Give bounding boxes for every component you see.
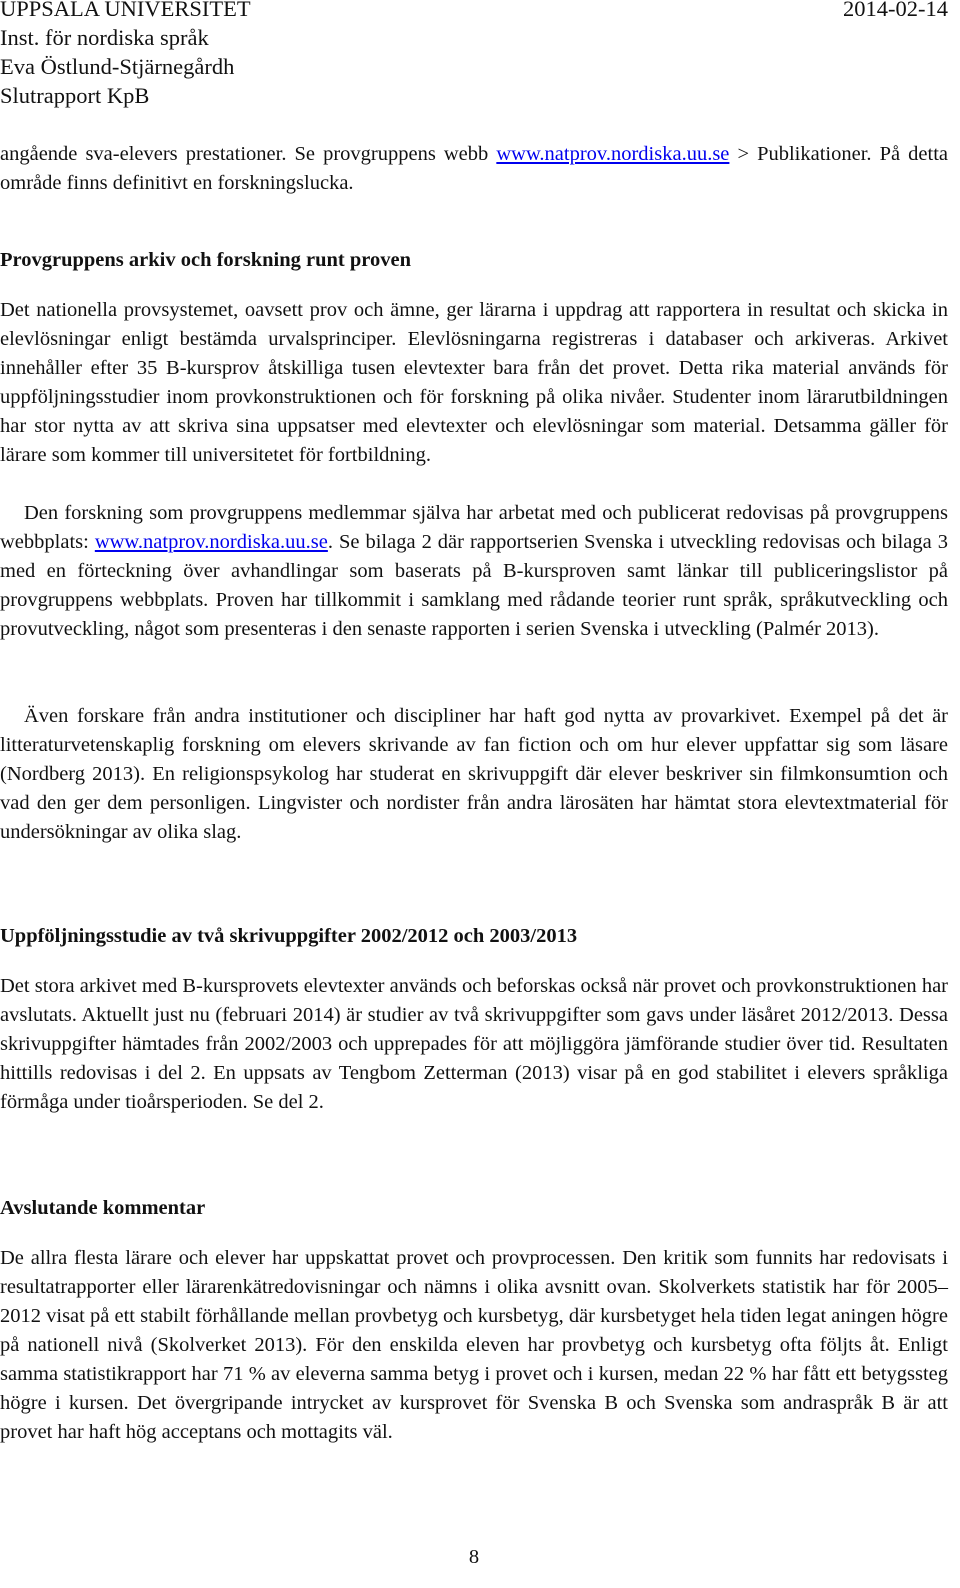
intro-text-after: > Publikationer. På detta område finns definitivt en forskningslucka.	[0, 143, 948, 194]
header-author: Eva Östlund-Stjärnegårdh	[0, 54, 235, 79]
section-heading-arkiv: Provgruppens arkiv och forskning runt proven	[0, 249, 412, 271]
arkiv-paragraph-3: Även forskare från andra institutioner och discipliner har haft god nytta av provarkivet. Exempel på det är litteraturvetenskaplig forskning om elevers skrivande av fan fiction och om hur elever uppfattar sig som läsare (Nordberg 2013). En religionspsykolog har studerat en skrivuppgift där elever beskriver sin filmkonsumtion och vad den ger dem personligen. Lingvister och nordister från andra lärosäten har hämtat stora elevtextmaterial för undersökningar av olika slag.	[0, 705, 948, 843]
section-heading-avslutande: Avslutande kommentar	[0, 1197, 206, 1219]
arkiv-paragraph-1: Det nationella provsystemet, oavsett prov och ämne, ger lärarna i uppdrag att rapportera in resultat och skicka in elevlösningar enligt bestämda urvalsprinciper. Elevlösningarna registreras i databaser och arkiveras. Arkivet innehåller efter 35 B-kursprov åtskilliga tusen elevtexter bara från det provet. Detta rika material används för uppföljningsstudier inom provkonstruktionen och för forskning på olika nivåer. Studenter inom lärarutbildningen har stor nytta av att skriva sina uppsatser med elevtexter och elevlösningar som material. Detsamma gäller för lärare som kommer till universitetet för fortbildning.	[0, 299, 948, 466]
header-report-title: Slutrapport KpB	[0, 83, 150, 108]
intro-paragraph	[0, 140, 948, 198]
arkiv-p2-text-before: Den forskning som provgruppens medlemmar själva har arbetat med och publicerat redovisas på provgruppens webbplats:	[0, 502, 948, 553]
intro-text-before: angående sva-elevers prestationer. Se provgruppens webb	[0, 143, 497, 165]
header-institute: Inst. för nordiska språk	[0, 25, 209, 50]
arkiv-p2-text-after: . Se bilaga 2 där rapportserien Svenska i utveckling redovisas och bilaga 3 med en förteckning över avhandlingar som baserats på B-kursproven samt länkar till publiceringslistor på provgruppens webbplats. Proven har tillkommit i samklang med rådande teorier runt språk, språkutveckling och provutveckling, något som presenteras i den senaste rapporten i serien Svenska i utveckling (Palmér 2013).	[0, 531, 948, 640]
uppfoljningsstudie-paragraph: Det stora arkivet med B-kursprovets elevtexter används och beforskas också när provet och provkonstruktionen har avslutats. Aktuellt just nu (februari 2014) är studier av två skrivuppgifter som gavs under läsåret 2012/2013. Dessa skrivuppgifter hämtades från 2002/2003 och upprepades för att möjliggöra jämförande studier över tid. Resultaten hittills redovisas i del 2. En uppsats av Tengbom Zetterman (2013) visar på en god stabilitet i elevers språkliga förmåga under tioårsperioden. Se del 2.	[0, 975, 948, 1113]
header-university: UPPSALA UNIVERSITET	[0, 0, 251, 21]
avslutande-paragraph: De allra flesta lärare och elever har uppskattat provet och provprocessen. Den kritik som funnits har redovisats i resultatrapporter eller lärarenkätredovisningar och nämns i olika avsnitt ovan. Skolverkets statistik har för 2005–2012 visat på ett stabilt förhållande mellan provbetyg och kursbetyg, där kursbetyget hela tiden legat aningen högre på nationell nivå (Skolverket 2013). För den enskilda eleven har provbetyg och kursbetyg ofta följts åt. Enligt samma statistikrapport har 71 % av eleverna samma betyg i provet och i kursen, medan 22 % har fått ett betygssteg högre i kursen. Det övergripande intrycket av kursprovet för Svenska B och Svenska som andraspråk B är att provet har haft hög acceptans och mottagits väl.	[0, 1247, 948, 1443]
provgrupp-webbplats-link[interactable]: www.natprov.nordiska.uu.se	[94, 531, 328, 553]
header-date: 2014-02-14	[843, 0, 948, 21]
page-number: 8	[468, 1546, 480, 1568]
provgrupp-web-link[interactable]: www.natprov.nordiska.uu.se	[496, 143, 730, 165]
arkiv-paragraph-2	[0, 499, 948, 644]
section-heading-uppfoljningsstudie: Uppföljningsstudie av två skrivuppgifter 2002/2012 och 2003/2013	[0, 925, 578, 947]
